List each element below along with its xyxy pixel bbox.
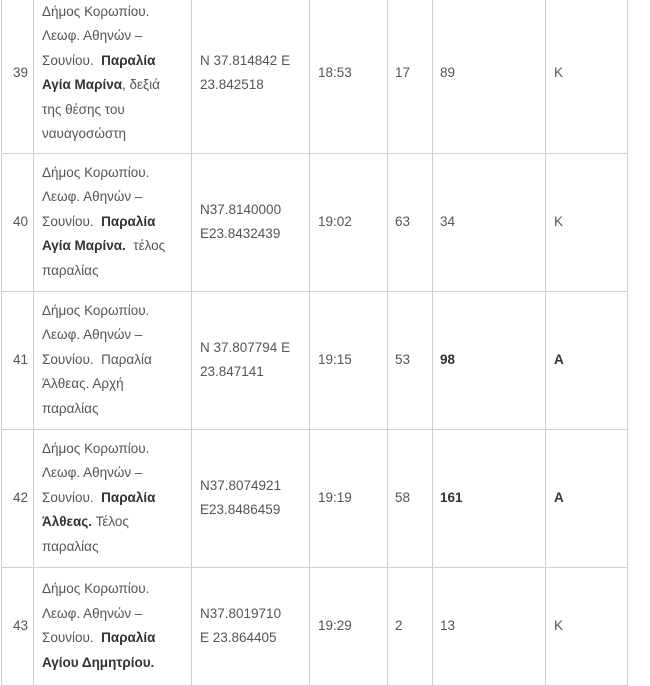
time-cell: 18:53 [310,0,388,153]
rating-bold: Α [554,489,564,505]
time-cell: 19:29 [310,567,388,685]
value-a-cell: 2 [388,567,433,685]
row-number: 43 [2,567,34,685]
row-number: 40 [2,153,34,291]
value-a-cell: 63 [388,153,433,291]
coordinate-line: N 37.807794 E [200,339,291,355]
location-line: παραλίας [42,262,99,278]
value-a-cell: 58 [388,429,433,567]
coordinates-cell [192,153,310,291]
row-number: 39 [2,0,34,153]
beach-name: Αγία Μαρίνα [42,77,123,93]
location-cell [34,291,192,429]
table-row [2,429,628,567]
location-line [42,73,183,98]
rating-bold: Α [554,351,564,367]
beach-name: Παραλία [101,52,156,68]
coordinates-cell [192,0,310,153]
time-cell: 19:02 [310,153,388,291]
location-text: Σουνίου. [42,52,94,68]
value-b-cell: 34 [433,153,546,291]
coordinate-line: E23.8486459 [200,502,281,517]
location-line: Δήμος Κορωπίου. [42,164,150,180]
location-text: τέλος [133,238,166,254]
beach-name: Παραλία [101,489,156,505]
coordinate-line: N37.8019710 [200,605,282,621]
location-line: παραλίας [42,400,99,416]
coordinate-line: E23.8432439 [200,226,281,241]
location-line [42,234,183,259]
rating-cell: Κ [546,153,628,291]
coordinates-cell [192,429,310,567]
rating-cell: Κ [546,567,628,685]
coordinate-line: E 23.864405 [200,630,277,645]
beach-name: Άλθεας. [42,514,93,530]
coordinate-line: N37.8074921 [200,477,282,493]
value-a-cell: 17 [388,0,433,153]
table-row [2,567,628,685]
value-b-bold: 98 [440,351,456,367]
coordinate-line: N 37.814842 E [200,52,291,68]
beach-water-quality-table [1,0,628,686]
location-line [42,626,183,651]
time-cell: 19:15 [310,291,388,429]
coordinate-line: 23.842518 [200,77,264,93]
beach-name: Παραλία [101,630,156,645]
location-line: Δήμος Κορωπίου. [42,302,150,318]
location-cell [34,429,192,567]
location-text: Σουνίου. [42,489,94,505]
row-number: 41 [2,291,34,429]
coordinate-line: N37.8140000 [200,201,282,217]
location-line: Λεωφ. Αθηνών – [42,189,143,205]
value-b-cell: 13 [433,567,546,685]
coordinate-line: 23.847141 [200,364,264,379]
location-line: Δήμος Κορωπίου. [42,440,150,456]
location-cell [34,567,192,685]
location-line [42,486,183,511]
beach-name: Αγίου Δημητρίου. [42,654,155,670]
rating-cell: Κ [546,0,628,153]
time-cell: 19:19 [310,429,388,567]
location-line: Δήμος Κορωπίου. [42,3,150,19]
value-b-cell [433,429,546,567]
location-line: παραλίας [42,538,99,554]
location-line: Λεωφ. Αθηνών – [42,605,143,621]
rating-cell [546,291,628,429]
location-line: ναυαγοσώστη [42,126,127,142]
location-line: Άλθεας. Αρχή [42,376,124,392]
location-line: Λεωφ. Αθηνών – [42,465,143,481]
location-line: Δήμος Κορωπίου. [42,581,150,596]
location-line [42,49,183,74]
value-a-cell: 53 [388,291,433,429]
beach-name: Παραλία [101,213,156,229]
table-row [2,291,628,429]
table-row [2,153,628,291]
location-line [42,510,183,535]
location-line: της θέσης του [42,101,125,117]
location-line [42,348,183,373]
location-line: Λεωφ. Αθηνών – [42,327,143,343]
location-text: Τέλος [95,514,129,530]
location-cell [34,0,192,153]
location-cell [34,153,192,291]
location-text: Σουνίου. [42,630,94,645]
location-text: Σουνίου. [42,351,94,367]
value-b-bold: 161 [440,489,463,505]
location-line [42,651,183,676]
table-row [2,0,628,153]
location-line [42,210,183,235]
value-b-cell: 89 [433,0,546,153]
location-line: Λεωφ. Αθηνών – [42,28,143,44]
location-text: Παραλία [101,351,152,367]
value-b-cell [433,291,546,429]
location-text: Σουνίου. [42,213,94,229]
rating-cell [546,429,628,567]
beach-name: Αγία Μαρίνα. [42,238,126,254]
coordinates-cell [192,291,310,429]
coordinates-cell [192,567,310,685]
row-number: 42 [2,429,34,567]
location-text: , δεξιά [122,77,160,93]
